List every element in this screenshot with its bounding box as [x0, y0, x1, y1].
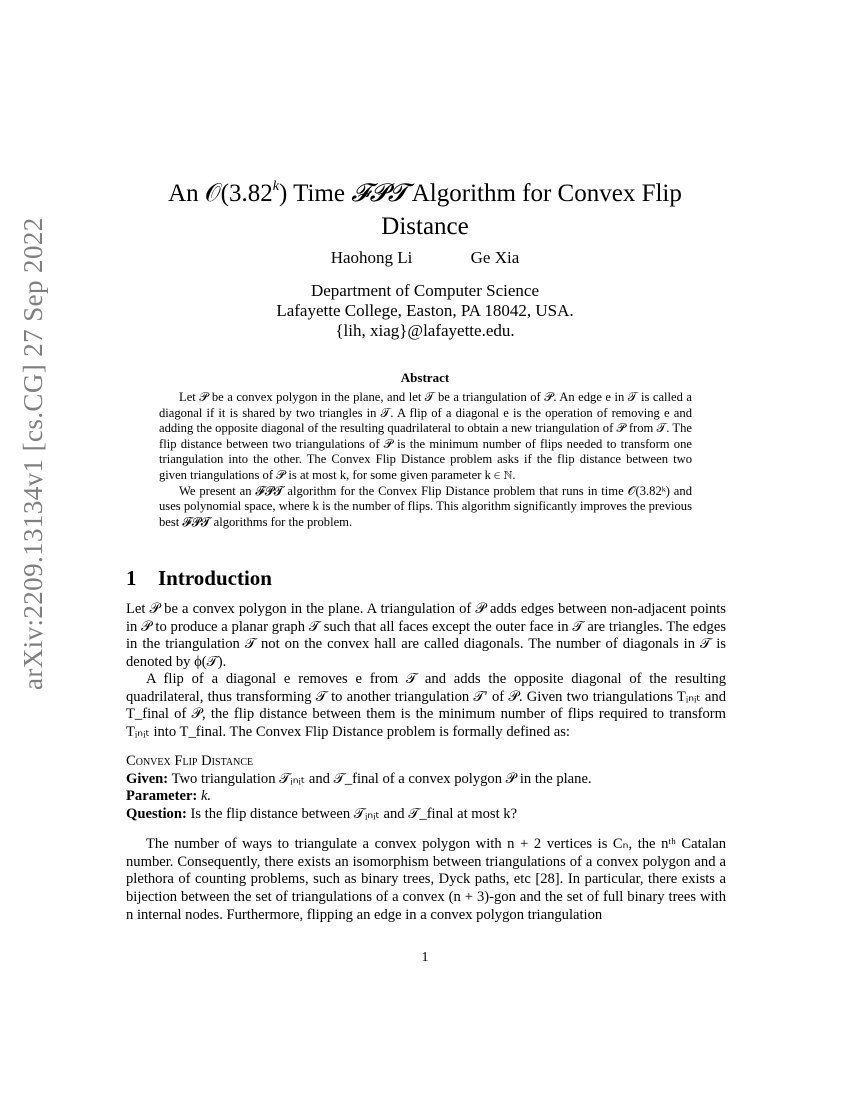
paper-title	[125, 170, 725, 243]
abstract-heading: Abstract	[400, 370, 450, 385]
intro-paragraph-1	[126, 601, 726, 672]
intro-paragraph-2	[126, 671, 726, 742]
author-name: Ge Xia	[470, 248, 520, 267]
title-exponent: k	[272, 179, 279, 194]
abstract-paragraph: Let 𝒫 be a convex polygon in the plane, and let 𝒯 be a triangulation of 𝒫. An edge e in 𝒯 is called a diagonal if it is shared by two triangles in 𝒯. A flip of a diagonal e is the operation of removing e and adding the opposite diagonal of the resulting quadrilateral to obtain a new triangulation of 𝒫 from 𝒯. The flip distance between two triangulations of 𝒫 is the minimum number of flips needed to transform one triangulation into the other. The Convex Flip Distance problem asks if the flip distance between two given triangulations of 𝒫 is at most k, for some given parameter k ∈ ℕ.	[159, 390, 692, 482]
title-part-3: Algorithm for Convex Flip	[406, 180, 682, 207]
question-label: Question:	[126, 805, 187, 822]
author-name: Haohong Li	[330, 248, 413, 267]
parameter-text: k.	[200, 788, 212, 804]
arxiv-identifier-stamp: arXiv:2209.13134v1 [cs.CG] 27 Sep 2022	[18, 217, 48, 690]
paragraph-text: A flip of a diagonal e removes e from 𝒯 and adds the opposite diagonal of the resulting quadrilateral, thus transforming 𝒯 to another triangulation 𝒯′ of 𝒫. Given two triangulations Tᵢₙᵢₜ and T_final of 𝒫, the flip distance between them is the minimum number of flips required to transform Tᵢₙᵢₜ into T_final. The Convex Flip Distance problem is formally defined as:	[126, 671, 726, 741]
institution: Lafayette College, Easton, PA 18042, USA.	[276, 301, 574, 320]
section-heading	[126, 566, 272, 591]
problem-name: Convex Flip Distance	[126, 753, 254, 769]
section-title: Introduction	[158, 566, 272, 590]
affiliation-block	[0, 281, 850, 341]
problem-definition	[126, 753, 726, 823]
parameter-label: Parameter:	[126, 788, 198, 804]
abstract-paragraph: We present an 𝓕𝓟𝓣 algorithm for the Convex Flip Distance problem that runs in time 𝒪(3.82ᵏ) and uses polynomial space, where k is the number of flips. This algorithm significantly improves the previous best 𝓕𝓟𝓣 algorithms for the problem.	[159, 483, 692, 529]
given-text: Two triangulation 𝒯ᵢₙᵢₜ and 𝒯_final of a convex polygon 𝒫 in the plane.	[171, 770, 592, 787]
title-fpt: 𝓕𝓟𝓣	[351, 180, 407, 207]
page-number: 1	[421, 950, 429, 965]
paragraph-text: Let 𝒫 be a convex polygon in the plane. A triangulation of 𝒫 adds edges between non-adjacent points in 𝒫 to produce a planar graph 𝒯 such that all faces except the outer face in 𝒯 are triangles. The edges in the triangulation 𝒯 not on the convex hall are called diagonals. The number of diagonals in 𝒯 is denoted by ϕ(𝒯).	[126, 601, 726, 671]
problem-given	[126, 771, 726, 789]
intro-paragraph-3	[126, 836, 726, 925]
author-email: {lih, xiag}@lafayette.edu.	[335, 321, 515, 340]
title-part-1: An 𝒪(3.82	[168, 180, 273, 207]
title-line-2: Distance	[381, 213, 469, 240]
abstract-body	[159, 390, 692, 530]
problem-question	[126, 806, 726, 824]
problem-parameter	[126, 788, 726, 806]
given-label: Given:	[126, 770, 169, 787]
question-text: Is the flip distance between 𝒯ᵢₙᵢₜ and 𝒯_final at most k?	[190, 805, 518, 822]
title-part-2: ) Time	[278, 180, 352, 207]
author-list	[0, 248, 850, 268]
section-number: 1	[126, 566, 137, 590]
paragraph-text: The number of ways to triangulate a convex polygon with n + 2 vertices is Cₙ, the nᵗʰ Catalan number. Consequently, there exists an isomorphism between triangulations of a convex polygon and a plethora of counting problems, such as binary trees, Dyck paths, etc [28]. In particular, there exists a bijection between the set of triangulations of a convex (n + 3)-gon and the set of full binary trees with n internal nodes. Furthermore, flipping an edge in a convex polygon triangulation	[126, 836, 726, 923]
department: Department of Computer Science	[310, 281, 539, 300]
